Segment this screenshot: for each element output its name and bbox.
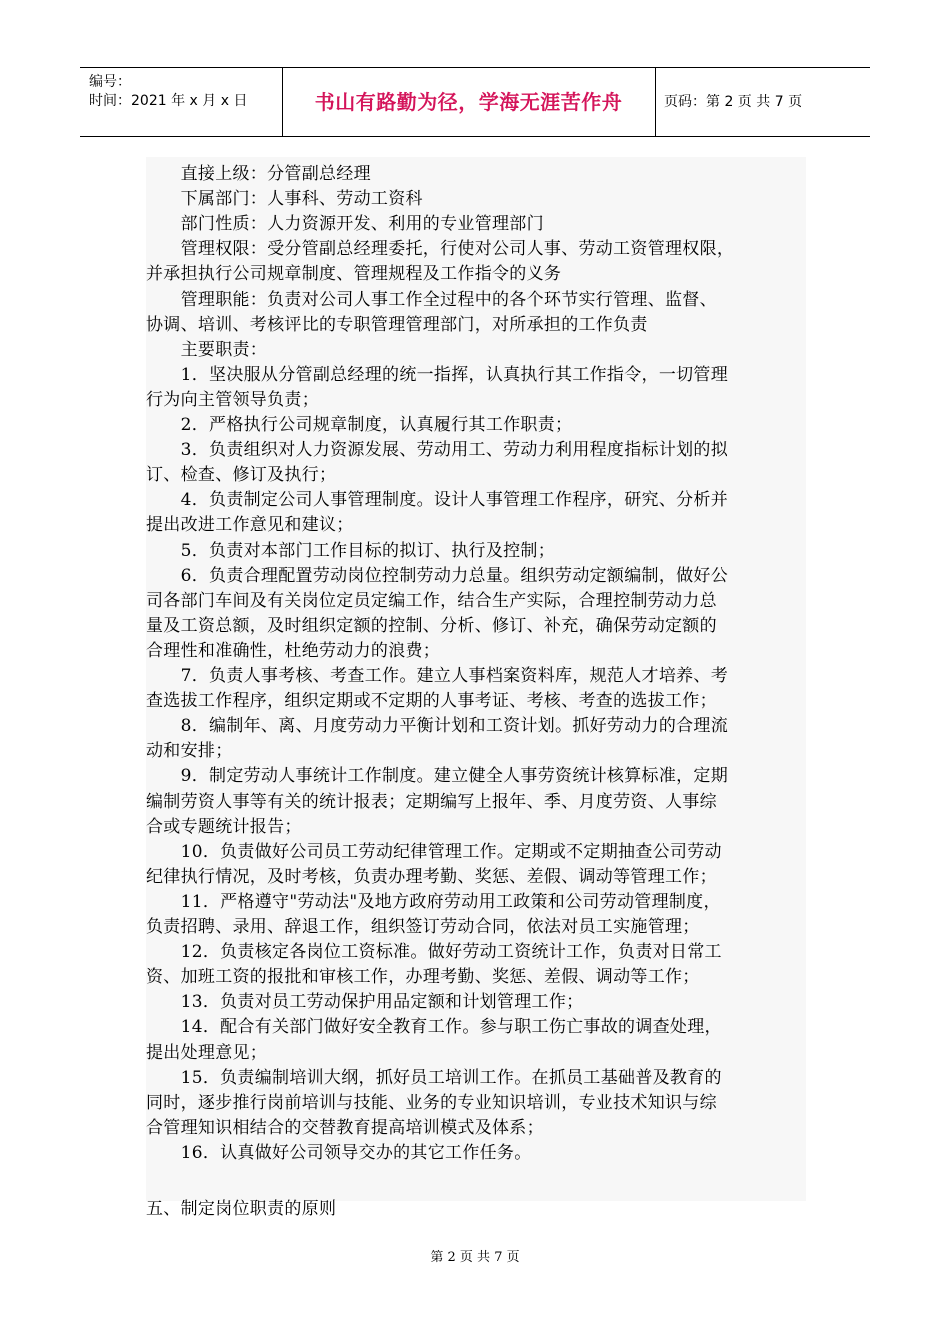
body-line: 6．负责合理配置劳动岗位控制劳动力总量。组织劳动定额编制，做好公 (146, 565, 729, 586)
body-line: 15．负责编制培训大纲，抓好员工培训工作。在抓员工基础普及教育的 (146, 1067, 722, 1088)
header-divider (655, 68, 656, 136)
body-line: 司各部门车间及有关岗位定员定编工作，结合生产实际，合理控制劳动力总 (146, 590, 717, 611)
body-line: 8．编制年、离、月度劳动力平衡计划和工资计划。抓好劳动力的合理流 (146, 716, 729, 737)
body-line: 提出改进工作意见和建议； (146, 515, 354, 536)
body-line: 协调、培训、考核评比的专职管理管理部门，对所承担的工作负责 (146, 314, 648, 335)
section-heading: 五、制定岗位职责的原则 (146, 1199, 337, 1220)
body-line: 16．认真做好公司领导交办的其它工作任务。 (146, 1142, 532, 1163)
header-meta (89, 73, 247, 111)
body-line: 4．负责制定公司人事管理制度。设计人事管理工作程序，研究、分析并 (146, 490, 729, 511)
body-line: 订、检查、修订及执行； (146, 465, 337, 486)
body-line: 1．坚决服从分管副总经理的统一指挥，认真执行其工作指令，一切管理 (146, 364, 729, 385)
body-line: 量及工资总额，及时组织定额的控制、分析、修订、补充，确保劳动定额的 (146, 615, 717, 636)
body-line: 10．负责做好公司员工劳动纪律管理工作。定期或不定期抽查公司劳动 (146, 841, 722, 862)
body-line: 主要职责： (146, 339, 268, 360)
body-line: 合理性和准确性，杜绝劳动力的浪费； (146, 640, 441, 661)
body-line: 管理职能：负责对公司人事工作全过程中的各个环节实行管理、监督、 (146, 289, 717, 310)
body-line: 13．负责对员工劳动保护用品定额和计划管理工作； (146, 992, 584, 1013)
body-line: 合或专题统计报告； (146, 816, 302, 837)
header-page-info: 页码：第 2 页 共 7 页 (664, 94, 803, 110)
body-line: 同时，逐步推行岗前培训与技能、业务的专业知识培训，专业技术知识与综 (146, 1092, 717, 1113)
document-body (146, 157, 806, 1220)
body-line: 2．严格执行公司规章制度，认真履行其工作职责； (146, 415, 573, 435)
document-time-label: 时间：2021 年 x 月 x 日 (89, 93, 248, 109)
body-line: 行为向主管领导负责； (146, 389, 319, 410)
body-line: 纪律执行情况，及时考核，负责办理考勤、奖惩、差假、调动等管理工作； (146, 866, 717, 887)
body-line: 9．制定劳动人事统计工作制度。建立健全人事劳资统计核算标准，定期 (146, 766, 729, 787)
body-line: 合管理知识相结合的交替教育提高培训模式及体系； (146, 1117, 544, 1138)
body-line: 编制劳资人事等有关的统计报表；定期编写上报年、季、月度劳资、人事综 (146, 791, 717, 812)
body-line: 下属部门：人事科、劳动工资科 (146, 189, 423, 210)
body-line: 动和安排； (146, 741, 233, 762)
page-footer: 第 2 页 共 7 页 (430, 1250, 520, 1265)
body-line: 并承担执行公司规章制度、管理规程及工作指令的义务 (146, 264, 562, 285)
body-line: 部门性质：人力资源开发、利用的专业管理部门 (146, 214, 544, 235)
body-line: 11．严格遵守"劳动法"及地方政府劳动用工政策和公司劳动管理制度， (146, 891, 721, 912)
body-line: 直接上级：分管副总经理 (146, 164, 371, 184)
body-line: 查选拔工作程序，组织定期或不定期的人事考证、考核、考查的选拔工作； (146, 691, 717, 712)
body-line: 14．配合有关部门做好安全教育工作。参与职工伤亡事故的调查处理， (146, 1017, 722, 1038)
header-motto: 书山有路勤为径，学海无涯苦作舟 (314, 90, 623, 114)
body-line: 资、加班工资的报批和审核工作，办理考勤、奖惩、差假、调动等工作； (146, 967, 700, 988)
document-number-label: 编号： (89, 74, 131, 90)
body-line: 提出处理意见； (146, 1042, 268, 1063)
body-line: 12．负责核定各岗位工资标准。做好劳动工资统计工作，负责对日常工 (146, 942, 722, 963)
document-header (80, 67, 870, 137)
body-line: 5．负责对本部门工作目标的拟订、执行及控制； (146, 540, 556, 561)
body-line: 负责招聘、录用、辞退工作，组织签订劳动合同，依法对员工实施管理； (146, 917, 700, 937)
body-line: 管理权限：受分管副总经理委托，行使对公司人事、劳动工资管理权限， (146, 239, 735, 260)
body-line: 3．负责组织对人力资源发展、劳动用工、劳动力利用程度指标计划的拟 (146, 440, 729, 461)
body-line: 7．负责人事考核、考查工作。建立人事档案资料库，规范人才培养、考 (146, 666, 729, 686)
